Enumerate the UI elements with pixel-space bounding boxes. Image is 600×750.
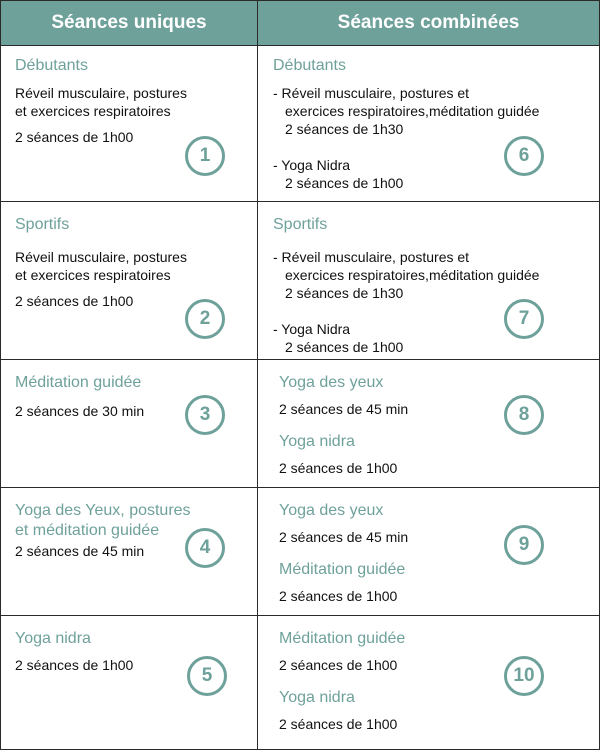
column-divider — [257, 1, 258, 749]
cell-session: 2 séances de 1h00 — [279, 588, 398, 604]
cell-line: - Yoga Nidra — [273, 157, 351, 173]
cell-session: 2 séances de 1h00 — [279, 657, 398, 673]
number-badge: 1 — [185, 136, 225, 176]
cell-title: Méditation guidée — [279, 630, 406, 647]
cell-line: exercices respiratoires,méditation guidée — [285, 103, 540, 119]
cell-title: Débutants — [15, 57, 88, 74]
cell-title: Yoga nidra — [15, 630, 91, 647]
cell-line: - Réveil musculaire, postures et — [273, 249, 470, 265]
cell-line: - Yoga Nidra — [273, 321, 351, 337]
header-single-sessions: Séances uniques — [1, 1, 257, 45]
cell-title: Sportifs — [273, 216, 328, 233]
cell-title: Méditation guidée — [15, 374, 142, 391]
cell-session: 2 séances de 1h00 — [279, 460, 398, 476]
cell-line: - Réveil musculaire, postures et — [273, 85, 470, 101]
cell-description: et exercices respiratoires — [15, 267, 171, 283]
cell-title: et méditation guidée — [15, 522, 160, 539]
cell-session: 2 séances de 1h00 — [15, 293, 134, 309]
row-divider — [1, 201, 599, 202]
row-divider — [1, 487, 599, 488]
cell-title: Méditation guidée — [279, 561, 406, 578]
cell-title: Yoga nidra — [279, 433, 355, 450]
cell-description: et exercices respiratoires — [15, 103, 171, 119]
cell-session: 2 séances de 1h30 — [285, 285, 404, 301]
cell-title: Yoga nidra — [279, 689, 355, 706]
cell-title: Yoga des yeux — [279, 374, 384, 391]
cell-session: 2 séances de 1h00 — [15, 129, 134, 145]
number-badge: 8 — [504, 395, 544, 435]
number-badge: 7 — [504, 299, 544, 339]
number-badge: 4 — [185, 528, 225, 568]
cell-session: 2 séances de 1h00 — [285, 339, 404, 355]
cell-title: Yoga des Yeux, postures — [15, 502, 191, 519]
number-badge: 5 — [187, 656, 227, 696]
cell-title: Sportifs — [15, 216, 70, 233]
cell-description: Réveil musculaire, postures — [15, 249, 187, 265]
cell-session: 2 séances de 45 min — [279, 529, 409, 545]
cell-line: exercices respiratoires,méditation guidée — [285, 267, 540, 283]
cell-session: 2 séances de 1h30 — [285, 121, 404, 137]
cell-session: 2 séances de 1h00 — [285, 175, 404, 191]
number-badge: 9 — [504, 525, 544, 565]
row-divider — [1, 45, 599, 46]
cell-session: 2 séances de 45 min — [279, 401, 409, 417]
number-badge: 3 — [185, 395, 225, 435]
cell-description: Réveil musculaire, postures — [15, 85, 187, 101]
cell-session: 2 séances de 1h00 — [15, 657, 134, 673]
row-divider — [1, 359, 599, 360]
cell-title: Débutants — [273, 57, 346, 74]
cell-session: 2 séances de 1h00 — [279, 716, 398, 732]
cell-session: 2 séances de 30 min — [15, 403, 145, 419]
row-divider — [1, 615, 599, 616]
number-badge: 2 — [185, 299, 225, 339]
number-badge: 10 — [504, 656, 544, 696]
cell-session: 2 séances de 45 min — [15, 543, 145, 559]
header-combined-sessions: Séances combinées — [258, 1, 599, 45]
number-badge: 6 — [504, 136, 544, 176]
cell-title: Yoga des yeux — [279, 502, 384, 519]
